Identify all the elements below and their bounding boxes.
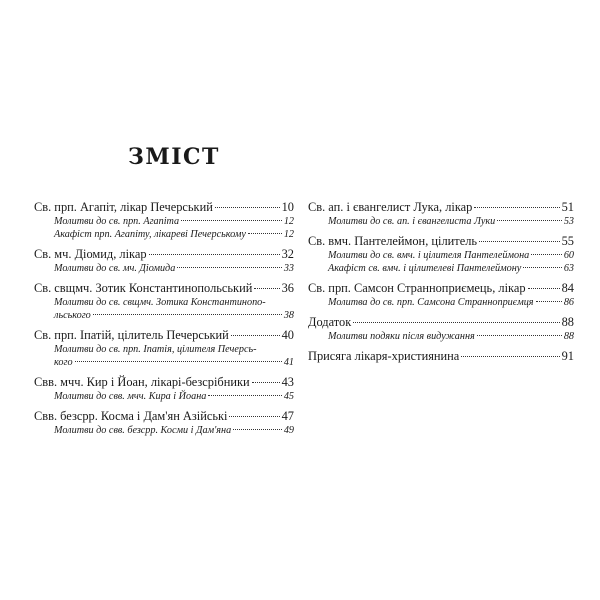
toc-entry-row [34,247,294,262]
toc-subentry-text: Молитви подяки після видужання [328,331,475,342]
dot-leader [461,356,559,357]
toc-entry-title: Св. прп. Агапіт, лікар Печерський [34,200,213,214]
dot-leader [477,335,562,336]
toc-column-left [34,200,294,443]
toc-entry-page: 47 [281,409,294,423]
toc-entry-row [34,409,294,424]
toc-subentry-page: 53 [563,216,574,227]
dot-leader [536,301,562,302]
toc-subentry-row [34,215,294,228]
toc-entry-title: Св. ап. і євангелист Лука, лікар [308,200,473,214]
toc-subentry-page: 12 [283,229,294,240]
dot-leader [231,335,280,336]
toc-subentry-page: 60 [563,250,574,261]
toc-subentry-row [34,356,294,369]
toc-entry [34,281,294,322]
toc-subentry-text: Молитви до св. ап. і євангелиста Луки [328,216,496,227]
toc-subentry-text: Молитви до свв. мчч. Кира і Йоана [54,391,207,402]
toc-subentry-page: 49 [283,425,294,436]
toc-entry-page: 51 [561,200,574,214]
dot-leader [528,288,560,289]
toc-subentry-text: Молитви до свв. безсрр. Косми і Дам'яна [54,425,232,436]
toc-subentry-text: Молитви до св. мч. Діомида [54,263,176,274]
toc-subentry-row [308,249,574,262]
toc-entry [308,200,574,228]
toc-entry-title: Св. мч. Діомид, лікар [34,247,147,261]
toc-entry-page: 88 [561,315,574,329]
toc-entry [308,281,574,309]
toc-entry [34,375,294,403]
toc-subentry-row [308,215,574,228]
toc-entry [34,247,294,275]
toc-entry-page: 10 [281,200,294,214]
toc-subentry-row [34,309,294,322]
toc-entry [308,349,574,364]
toc-entry-row [308,281,574,296]
toc-entry-page: 91 [561,349,574,363]
toc-subentry-text-cont: кого [54,357,73,368]
toc-entry [34,409,294,437]
toc-subentry-text: Молитви до св. прп. Іпатія, цілителя Печерсь- [54,344,257,355]
toc-entry-page: 84 [561,281,574,295]
toc-subentry-text: Молитва до св. прп. Самсона Странноприємця [328,297,534,308]
toc-subentry-row [308,296,574,309]
toc-entry-title: Св. свщмч. Зотик Константинопольський [34,281,253,295]
dot-leader [215,207,280,208]
dot-leader [252,382,280,383]
toc-subentry-row [34,262,294,275]
toc-entry-title: Свв. безсрр. Косма і Дам'ян Азійські [34,409,228,423]
toc-entry-row [34,328,294,343]
dot-leader [177,267,282,268]
toc-entry-row [34,281,294,296]
toc-entry-row [308,349,574,364]
toc-subentry-row [34,390,294,403]
toc-entry-page: 36 [281,281,294,295]
toc-subentry-page: 12 [283,216,294,227]
page-title: ЗМІСТ [128,144,220,170]
toc-subentry-page: 33 [283,263,294,274]
toc-entry-page: 43 [281,375,294,389]
toc-subentry-page: 45 [283,391,294,402]
toc-entry-title: Свв. мчч. Кир і Йоан, лікарі-безсрібники [34,375,250,389]
toc-entry-row [308,315,574,330]
dot-leader [353,322,559,323]
toc-entry-title: Присяга лікаря-християнина [308,349,460,363]
toc-subentry-row [308,262,574,275]
toc-subentry-text: Акафіст св. вмч. і цілителеві Пантелеймону [328,263,522,274]
toc-subentry-row [308,330,574,343]
toc-entry-page: 55 [561,234,574,248]
dot-leader [149,254,280,255]
toc-entry-page: 40 [281,328,294,342]
dot-leader [208,395,281,396]
toc-entry-row [34,200,294,215]
toc-subentry-text-cont: льського [54,310,91,321]
toc-subentry-row [34,296,294,309]
dot-leader [233,429,282,430]
toc-subentry-row [34,228,294,241]
toc-subentry-page: 88 [563,331,574,342]
toc-subentry-page: 41 [283,357,294,368]
dot-leader [248,233,282,234]
toc-column-right [308,200,574,370]
toc-entry-title: Св. прп. Іпатій, цілитель Печерський [34,328,229,342]
toc-entry [308,234,574,275]
dot-leader [254,288,279,289]
dot-leader [523,267,561,268]
dot-leader [181,220,282,221]
toc-subentry-row [34,343,294,356]
toc-entry [34,328,294,369]
toc-entry [308,315,574,343]
toc-subentry-row [34,424,294,437]
toc-subentry-page: 63 [563,263,574,274]
toc-subentry-text: Акафіст прп. Агапіту, лікареві Печерському [54,229,246,240]
toc-subentry-text: Молитви до св. вмч. і цілителя Пантелеймона [328,250,530,261]
toc-entry-row [34,375,294,390]
dot-leader [75,361,282,362]
dot-leader [479,241,560,242]
toc-entry [34,200,294,241]
toc-entry-title: Додаток [308,315,352,329]
toc-subentry-text: Молитви до св. свщмч. Зотика Константинопо- [54,297,266,308]
dot-leader [474,207,559,208]
toc-entry-title: Св. прп. Самсон Странноприємець, лікар [308,281,526,295]
toc-entry-row [308,234,574,249]
toc-entry-title: Св. вмч. Пантелеймон, цілитель [308,234,478,248]
toc-entry-row [308,200,574,215]
toc-subentry-page: 38 [283,310,294,321]
dot-leader [93,314,282,315]
toc-subentry-text: Молитви до св. прп. Агапіта [54,216,180,227]
dot-leader [229,416,279,417]
toc-subentry-page: 86 [563,297,574,308]
toc-entry-page: 32 [281,247,294,261]
dot-leader [497,220,562,221]
dot-leader [531,254,562,255]
